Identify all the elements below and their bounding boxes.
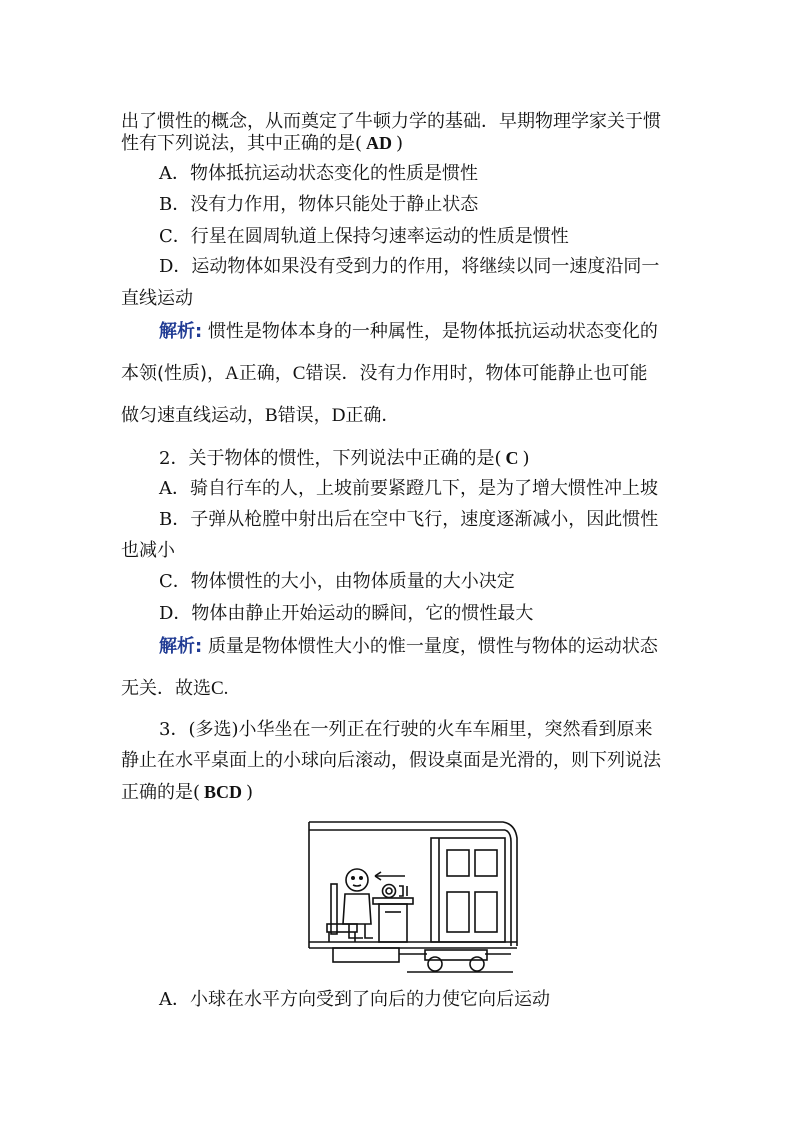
q3-stem-text: 正确的是( — [121, 782, 201, 803]
q1-analysis-line2 — [121, 362, 647, 386]
bogie — [425, 950, 487, 960]
q3-stem-line1: 3．(多选)小华坐在一列正在行驶的火车车厢里，突然看到原来 — [159, 719, 653, 740]
wheel-2 — [470, 957, 484, 971]
q2-analysis-label: 解析: — [159, 636, 203, 657]
carriage-window-left — [447, 850, 469, 876]
person-head — [346, 869, 368, 891]
q1-stem-line2 — [121, 131, 403, 156]
q1-analysis-seg: 错误， — [277, 405, 332, 426]
ball — [383, 885, 396, 898]
q3-answer: BCD — [204, 782, 243, 802]
q2-option-c: C．物体惯性的大小，由物体质量的大小决定 — [159, 571, 515, 592]
q1-analysis-option-letter: B — [265, 405, 278, 426]
q3-option-a: A．小球在水平方向受到了向后的力使它向后运动 — [159, 989, 550, 1010]
q2-analysis-line1 — [159, 635, 658, 659]
q1-option-d-line1: D．运动物体如果没有受到力的作用，将继续以同一速度沿同一 — [159, 256, 660, 277]
q1-analysis-seg: 本领(性质)， — [121, 363, 226, 384]
q2-answer: C — [505, 448, 519, 468]
q1-option-c: C．行星在圆周轨道上保持匀速率运动的性质是惯性 — [159, 226, 569, 247]
q1-option-b: B．没有力作用，物体只能处于静止状态 — [159, 194, 479, 215]
q2-analysis-line2 — [121, 677, 228, 701]
q2-option-b-line1: B．子弹从枪膛中射出后在空中飞行，速度逐渐减小，因此惯性 — [159, 509, 659, 530]
q2-analysis-seg: 无关．故选 — [121, 678, 211, 699]
q1-analysis-seg: 正确， — [238, 363, 293, 384]
q1-analysis-option-letter: D — [331, 405, 346, 426]
q2-close-paren: ) — [522, 448, 530, 469]
underframe-box — [333, 948, 399, 962]
train-carriage-figure — [307, 816, 519, 976]
q1-option-d-line2: 直线运动 — [121, 288, 193, 309]
q2-stem — [159, 446, 530, 471]
q1-analysis-text1: 惯性是物体本身的一种属性，是物体抵抗运动状态变化的 — [207, 321, 658, 342]
q1-stem-text: 性有下列说法，其中正确的是( — [121, 133, 363, 154]
q1-analysis-seg: 错误．没有力作用时，物体可能静止也可能 — [305, 363, 648, 384]
q3-stem-line3 — [121, 780, 253, 805]
carriage-window-right — [475, 850, 497, 876]
q3-stem-line2: 静止在水平桌面上的小球向后滚动，假设桌面是光滑的，则下列说法 — [121, 750, 661, 771]
q1-analysis-seg: 正确． — [345, 405, 400, 426]
carriage-door-frame — [431, 838, 505, 942]
q2-option-a: A．骑自行车的人，上坡前要紧蹬几下，是为了增大惯性冲上坡 — [159, 478, 658, 499]
q1-stem-line1: 出了惯性的概念，从而奠定了牛顿力学的基础．早期物理学家关于惯 — [121, 111, 661, 132]
table-top — [373, 898, 413, 904]
chair-back — [331, 884, 337, 934]
q1-analysis-line3 — [121, 404, 399, 428]
q1-close-paren: ) — [396, 133, 404, 154]
q2-stem-text: 2．关于物体的惯性，下列说法中正确的是( — [159, 448, 502, 469]
q1-analysis-seg: 做匀速直线运动， — [121, 405, 265, 426]
wheel-1 — [428, 957, 442, 971]
q1-analysis-line1 — [159, 320, 658, 344]
q1-analysis-option-letter: C — [292, 363, 306, 384]
q1-option-a: A．物体抵抗运动状态变化的性质是惯性 — [159, 163, 478, 184]
q1-answer: AD — [366, 133, 393, 153]
q2-option-b-line2: 也减小 — [121, 540, 175, 561]
table-base — [379, 904, 407, 942]
q3-close-paren: ) — [246, 782, 254, 803]
q2-analysis-text1: 质量是物体惯性大小的惟一量度，惯性与物体的运动状态 — [207, 636, 658, 657]
carriage-roof-outline — [309, 822, 517, 946]
person-body — [343, 894, 371, 924]
q2-analysis-option-letter: C. — [211, 678, 229, 699]
q1-analysis-option-letter: A — [225, 363, 239, 384]
q2-option-d: D．物体由静止开始运动的瞬间，它的惯性最大 — [159, 603, 534, 624]
q1-analysis-label: 解析: — [159, 321, 203, 342]
